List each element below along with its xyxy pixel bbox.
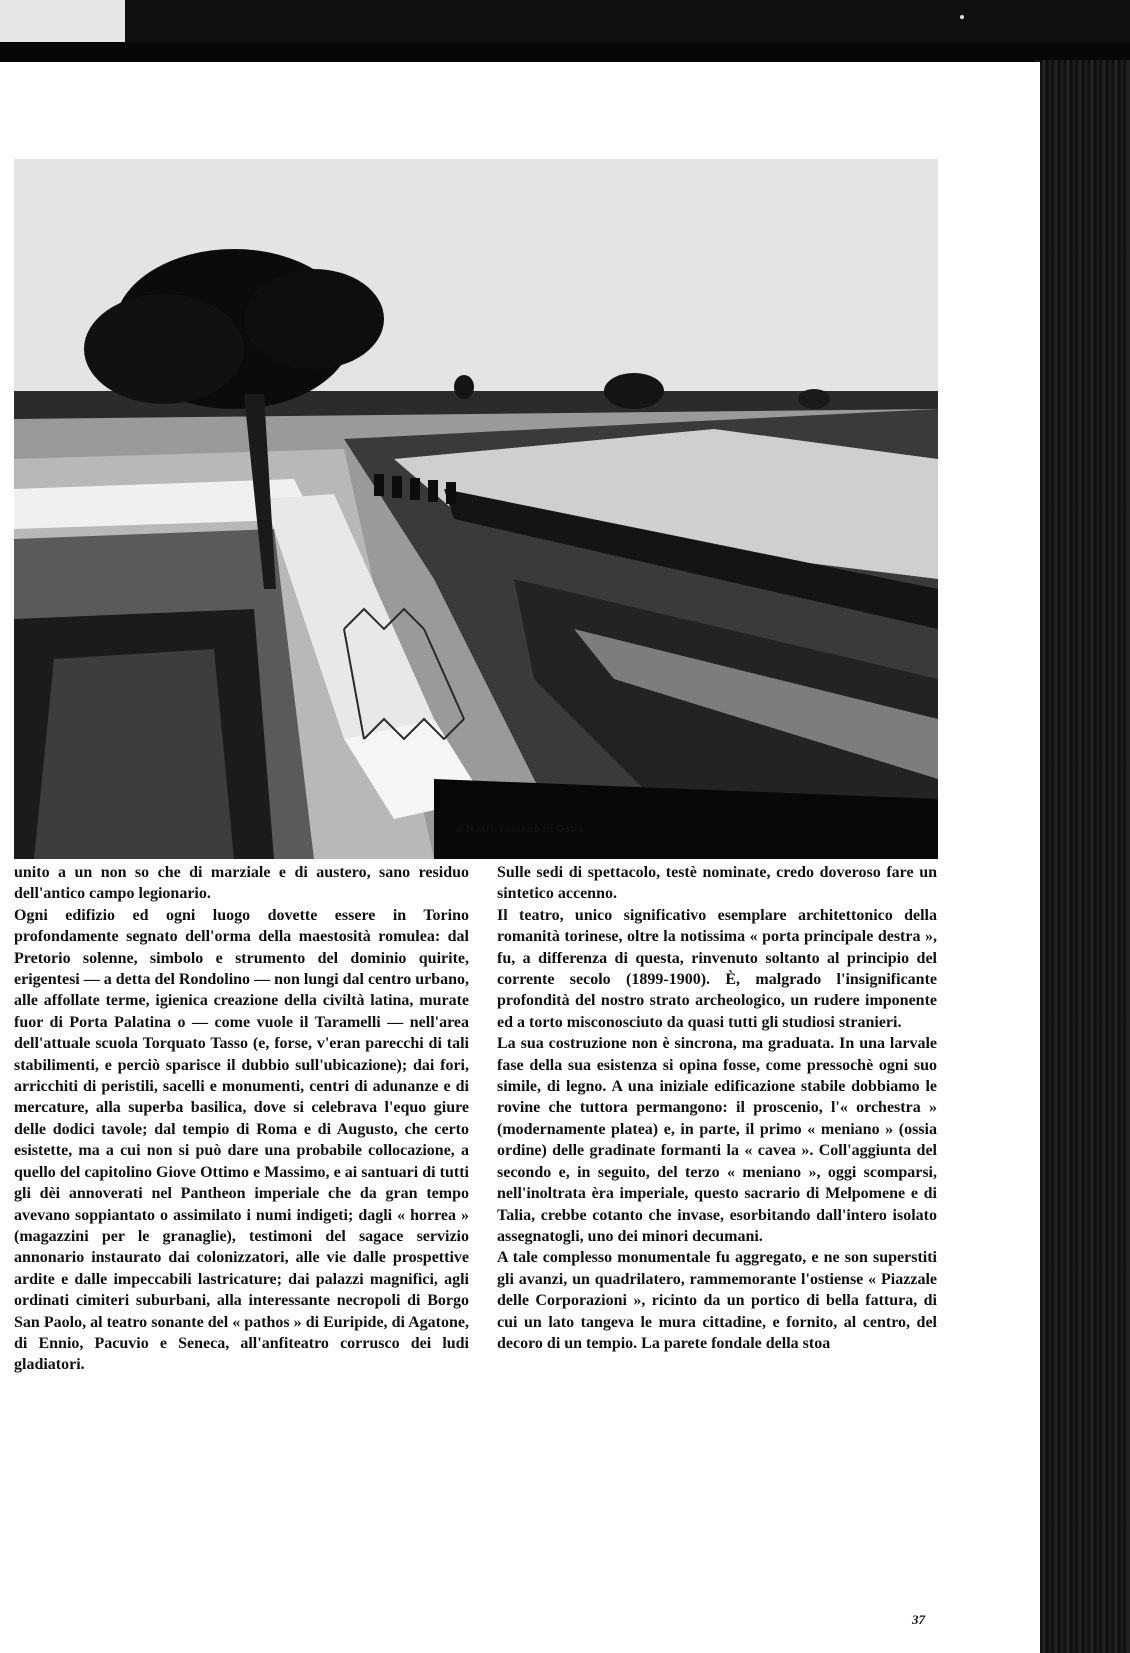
magazine-page — [0, 62, 1040, 1653]
photo-roman-theatre-ruins — [14, 159, 938, 859]
paragraph: La sua costruzione non è sincrona, ma graduata. In una larvale fase della sua esistenza si opina fosse, come pressochè ogni suo simile, di legno. A una iniziale edificazione stabile dobbiamo le rovine che tuttora permangono: il proscenio, l'« orchestra » (modernamente platea) e, in parte, il primo « meniano » (ossia ordine) delle gradinate formanti la « cavea ». Coll'aggiunta del secondo e, in seguito, del terzo « meniano », oggi scomparsi, nell'inoltrata èra imperiale, questo sacrario di Melpomene e di Talia, crebbe cotanto che invase, esorbitando dall'intero isolato assegnatogli, uno dei minori decumani. — [497, 1035, 937, 1245]
paragraph: unito a un non so che di marziale e di austero, sano residuo dell'antico campo legionario. — [14, 864, 469, 903]
paragraph: Ogni edifizio ed ogni luogo dovette essere in Torino profondamente segnato dell'orma della maestosità romulea: dal Pretorio solenne, simbolo e strumento del dominio quirite, erigentesi — a detta del Rondolino — non lungi dal centro urbano, alle affollate terme, igienica creazione della civiltà latina, murate fuor di Porta Palatina o — come vuole il Taramelli — nell'area dell'attuale scuola Torquato Tasso (e, forse, v'eran parecchi di tali stabilimenti, e perciò sparisce il dubbio sull'ubicazione); dai fori, arricchiti di peristili, sacelli e monumenti, centri di adunanze e di mercature, alla superba basilica, dove si celebrava l'equo giure delle dodici tavole; dal tempio di Roma e di Augusto, che certo esistette, ma a cui non si può dare una probabile collocazione, a quello del capitolino Giove Ottimo e Massimo, e ai santuari di tutti gli dèi annoverati nel Pantheon imperiale che da gran tempo avevano soppiantato o assimilato i numi indigeti; dagli « horrea » (magazzini per le granaglie), testimoni del sagace servizio annonario instaurato dai colonizzatori, alle vie dalle prospettive ardite e dalle impeccabili lastricature; dai palazzi magnifici, agli ordinati cimiteri suburbani, alla interessante necropoli di Borgo San Paolo, al teatro sonante del « pathos » di Euripide, di Agatone, di Ennio, Pacuvio e Seneca, all'anfiteatro corrusco dei ludi gladiatori. — [14, 906, 469, 1374]
photo-caption: Il teatro romano di Ostia — [456, 824, 584, 835]
scan-top-border — [125, 0, 1130, 42]
paragraph: A tale complesso monumentale fu aggregato, e ne son superstiti gli avanzi, un quadrilatero, rammemorante l'ostiense « Piazzale delle Corporazioni », ricinto da un portico di bella fattura, di cui un lato tangeva le mura cittadine, e fornito, al centro, del decoro di un tempio. La parete fondale della stoa — [497, 1249, 937, 1352]
page-number: 37 — [912, 1612, 925, 1627]
paragraph: Sulle sedi di spettacolo, testè nominate, credo doveroso fare un sintetico accenno. — [497, 864, 937, 903]
paragraph: Il teatro, unico significativo esemplare architettonico della romanità torinese, oltre la notissima « porta principale destra », fu, a differenza di questa, rinvenuto soltanto al principio del corrente secolo (1899-1900). È, malgrado l'insignificante profondità del nostro strato archeologico, un rudere imponente ed a torto misconosciuto da quasi tutti gli studiosi stranieri. — [497, 906, 937, 1031]
text-column-right — [497, 862, 937, 1354]
text-column-left — [14, 862, 469, 1376]
scan-dust-mark — [960, 15, 964, 19]
book-binding-edge — [1035, 60, 1130, 1653]
scan-edge-tab — [0, 0, 125, 42]
